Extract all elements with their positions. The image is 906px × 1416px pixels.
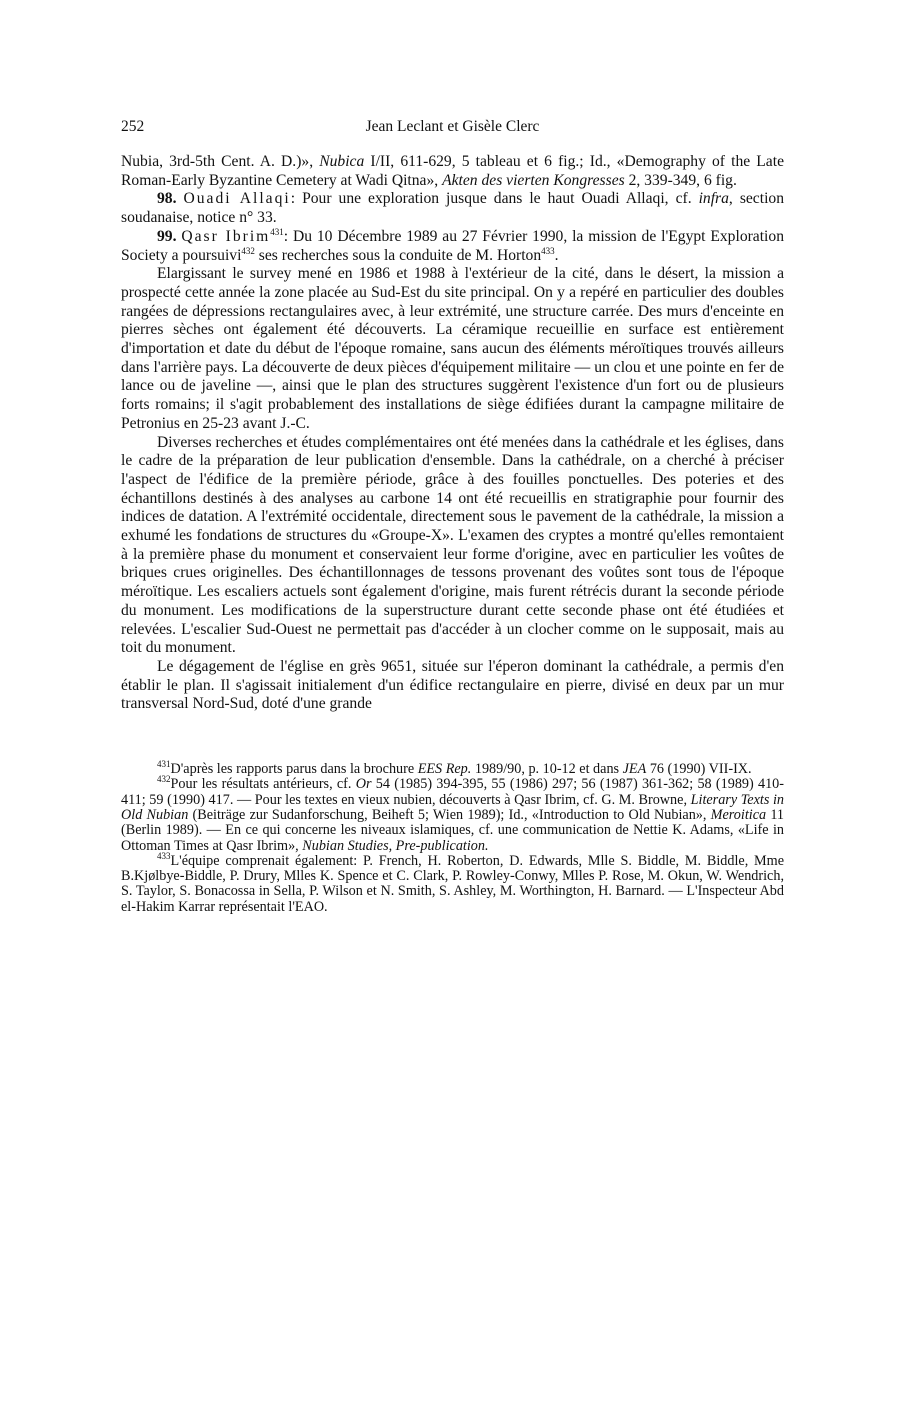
footnote-number: 433 bbox=[157, 850, 171, 861]
site-name: Ouadi Allaqi bbox=[183, 190, 291, 208]
footnote-432: $^{432}$Pour les résultats antérieurs, cf. Or 54 (1985) 394-395, 55 (1986) 297; 56 (1987) 361-362; 58 (1989) 410-411; 59 (1990) 417. — Pour les textes en vieux nubien, découverts à Qasr Ibrim, cf. G. M. Browne, Literary Texts in Old Nubian (Beiträge zur Sudanforschung, Beiheft 5; Wien 1989); Id., «Introduction to Old Nubian», Meroitica 11 (Berlin 1989). — En ce qui concerne les niveaux islamiques, cf. une communication de Nettie K. Adams, «Life in Ottoman Times at Qasr Ibrim», Nubian Studies, Pre-publication. bbox=[121, 774, 785, 854]
footnote-431: $^{431}$D'après les rapports parus dans la brochure EES Rep. 1989/90, p. 10-12 et dans JEA 76 (1990) VII-IX. bbox=[157, 759, 752, 778]
notice-number: 99. bbox=[157, 227, 177, 245]
notice-number: 98. bbox=[157, 190, 177, 208]
footnote-ref: 431 bbox=[270, 226, 284, 237]
paragraph: Diverses recherches et études complémentaires ont été menées dans la cathédrale et les églises, dans le cadre de la préparation de leur publication d'ensemble. Dans la cathédrale, on a cherché à préciser l'aspect de l'édifice de la première période, grâce à des fouilles ponctuelles. Des poteries et des échantillons destinés à des analyses au carbone 14 ont été recueillis en stratigraphie pour fournir des indices de datation. A l'extrémité occidentale, directement sous le pavement de la cathédrale, la mission a exhumé les fondations de structures du «Groupe-X». L'examen des cryptes a montré qu'elles remontaient à la première phase du monument et conservaient leur forme d'origine, avec en particulier les voûtes de briques crues originelles. Des échantillonnages de tessons provenant des voûtes sont tous de l'époque méroïtique. Les escaliers actuels sont également d'origine, mais furent rétrécis durant la seconde période du monument. Les modifications de la superstructure durant cette seconde phase ont été étudiées et relevées. L'escalier Sud-Ouest ne permettait pas d'accéder à un clocher comme on le supposait, mais au toit du monument. bbox=[121, 433, 784, 657]
footnote-number: 431 bbox=[157, 759, 171, 770]
footnote-ref: 432 bbox=[241, 245, 255, 256]
page bbox=[121, 118, 784, 915]
paragraph: Le dégagement de l'église en grès 9651, située sur l'éperon dominant la cathédrale, a permis d'en établir le plan. Il s'agissait initialement d'un édifice rectangulaire en pierre, divisé en deux par un mur transversal Nord-Sud, doté d'une grande bbox=[121, 657, 784, 713]
footnote-ref: 433 bbox=[541, 245, 555, 256]
notice-98: 98. Ouadi Allaqi: Pour une exploration jusque dans le haut Ouadi Allaqi, cf. infra, section soudanaise, notice n° 33. bbox=[121, 190, 784, 227]
page-number: 252 bbox=[121, 118, 145, 135]
site-name: Qasr Ibrim bbox=[181, 227, 271, 245]
footnote-number: 432 bbox=[157, 774, 171, 785]
footnotes bbox=[121, 759, 785, 915]
paragraph-continuation: Nubia, 3rd-5th Cent. A. D.)», Nubica I/II, 611-629, 5 tableau et 6 fig.; Id., «Demography of the Late Roman-Early Byzantine Cemetery at Wadi Qitna», Akten des vierten Kongresses 2, 339-349, 6 fig. bbox=[121, 153, 784, 189]
notice-99: 99. Qasr Ibrim$^{431}$: Du 10 Décembre 1989 au 27 Février 1990, la mission de l'Egypt Exploration Society a poursuivi$^{432}$ ses recherches sous la conduite de M. Horton$^{433}$. bbox=[121, 226, 784, 264]
running-head bbox=[121, 118, 784, 142]
footnote-433: $^{433}$L'équipe comprenait également: P. French, H. Roberton, D. Edwards, Mlle S. Biddle, M. Biddle, Mme B.Kjølbye-Biddle, P. Drury, Mlles K. Spence et C. Clark, P. Rowley-Conwy, Mlles P. Rose, M. Okun, W. Wendrich, S. Taylor, S. Bonacossa in Sella, P. Wilson et N. Smith, S. Ashley, M. Worthington, H. Barnard. — L'Inspecteur Abd el-Hakim Karrar représentait l'EAO. bbox=[121, 850, 784, 915]
body-text bbox=[121, 153, 784, 714]
paragraph: Elargissant le survey mené en 1986 et 1988 à l'extérieur de la cité, dans le désert, la mission a prospecté cette année la zone placée au Sud-Est du site principal. On y a repéré en particulier des doubles rangées de dépressions rectangulaires avec, à leur extrémité, une structure carrée. Des murs d'enceinte en pierres sèches ont également été découverts. La céramique recueillie en surface est entièrement d'importation et date du début de l'époque romaine, sans aucun des éléments méroïtiques trouvés ailleurs dans l'arrière pays. La découverte de deux pièces d'équipement militaire — un clou et une pointe en fer de lance ou de javeline —, ainsi que le plan des structures suggèrent l'existence d'un fort ou de plusieurs forts romains; il s'agit probablement des installations de siège édifiées durant la campagne militaire de Petronius en 25-23 avant J.-C. bbox=[121, 265, 784, 432]
running-title: Jean Leclant et Gisèle Clerc bbox=[365, 118, 540, 135]
